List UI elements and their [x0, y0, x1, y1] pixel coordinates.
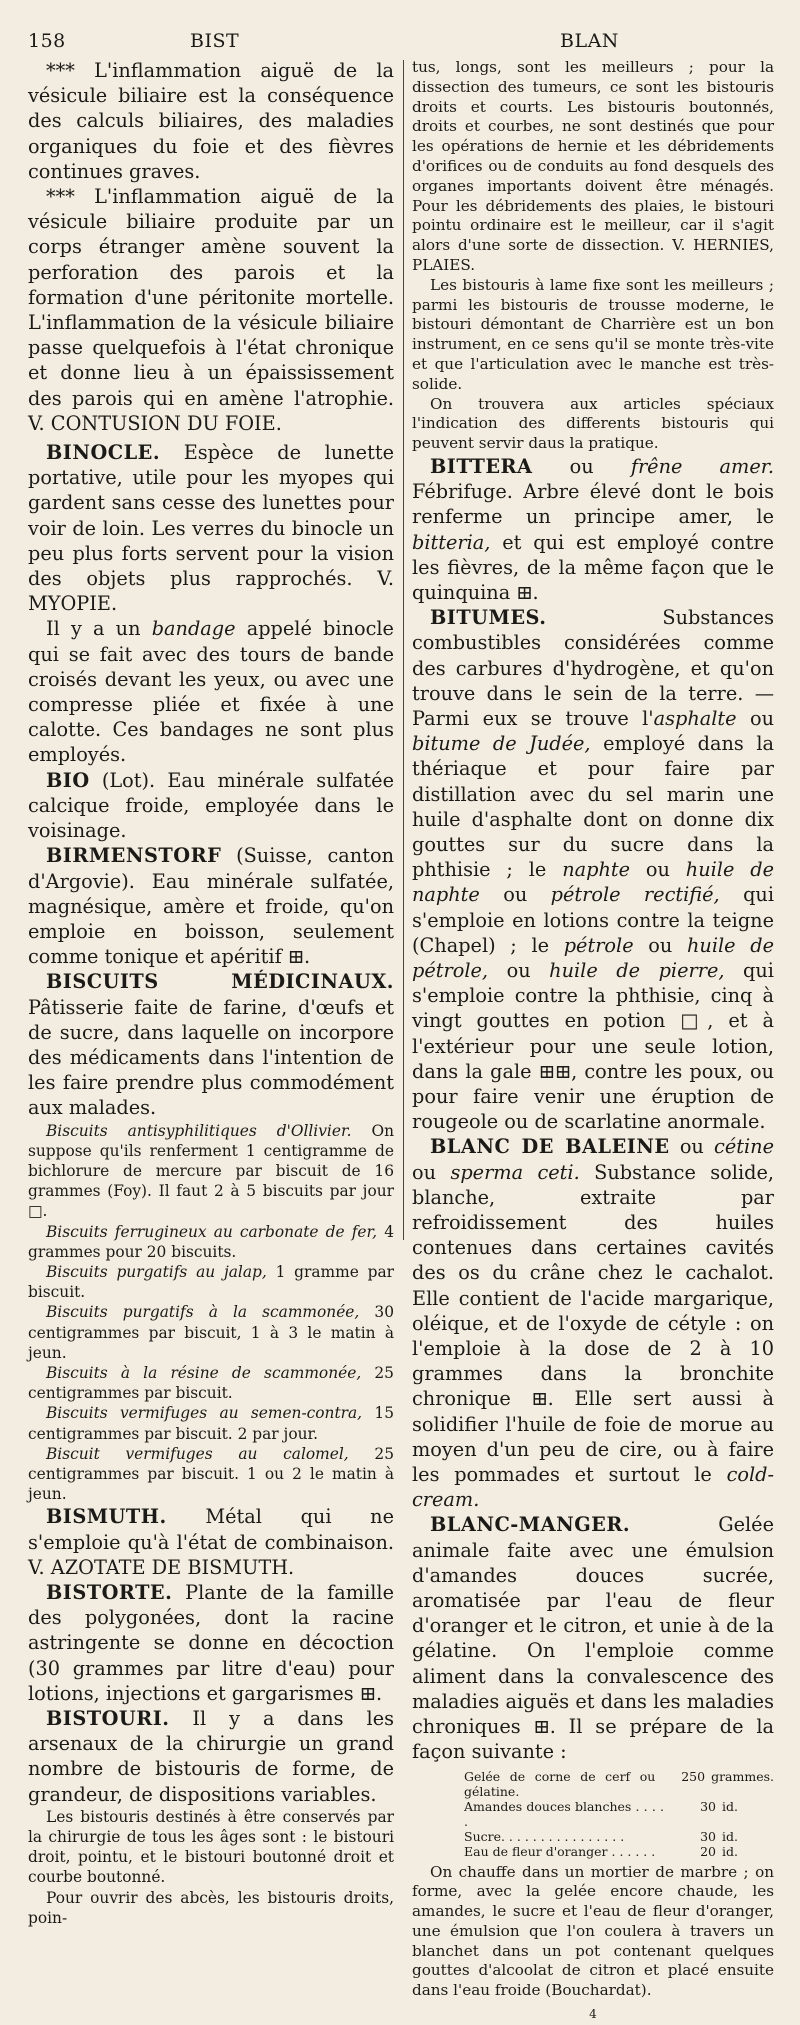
entry-blanc-de-baleine [412, 1134, 774, 1512]
footer-mark: 4 [589, 2007, 597, 2022]
text: appelé binocle qui se fait avec des tours de bande croisés devant les yeux, ou avec une compresse pliée et fixée à une calotte. Ces bandages ne sont plus employés. [28, 617, 394, 767]
entry-keyword: BLANC DE BALEINE [430, 1135, 670, 1159]
entry-bio [28, 768, 394, 844]
paragraph: On trouvera aux articles spéciaux l'indication des differents bistouris qui peuvent servir daus la pratique. [412, 394, 774, 453]
entry-keyword: BLANC-MANGER. [430, 1513, 631, 1537]
text: 25 centigrammes par biscuit. 1 ou 2 le matin à jeun. [28, 1444, 394, 1504]
text: 25 centigrammes par biscuit. [28, 1363, 394, 1403]
ingredient: Sucre. . . . . . . . . . . . . . . . [464, 1828, 625, 1844]
italic-text: pétrole [563, 933, 634, 957]
entry-keyword: BINOCLE. [46, 441, 161, 465]
unit: id. [722, 1798, 738, 1814]
italic-text: huile de pierre, [549, 959, 725, 982]
column-divider [403, 60, 404, 1240]
list-item [28, 1121, 394, 1222]
recipe-table [464, 1769, 774, 1859]
italic-text: Biscuits purgatifs au jalap, [46, 1262, 267, 1281]
entry-bittera [412, 454, 774, 605]
italic-text: naphte [562, 858, 631, 882]
text: 1 gramme par biscuit. [28, 1262, 394, 1302]
text: Substances combustibles considérées comme des carbures d'hydrogène, et qu'on trouve dans le sein de la terre. — Parmi eux se trouve l' [412, 606, 774, 730]
italic-text: bitume de Judée, [412, 732, 591, 756]
entry-text: Métal qui ne s'emploie qu'à l'état de combinaison. V. AZOTATE DE BISMUTH. [28, 1505, 394, 1579]
entry-bistorte [28, 1580, 394, 1706]
text: Substance solide, blanche, extraite par refroidissement des huiles contenues dans certaines cavités des os du crâne chez le cachalot. Elle contient de l'acide margarique, oléique, et de l'oxyde de cétyle : on l'emploie à la dose de 2 à 10 grammes dans la bronchite chronique ⊞. Elle sert aussi à solidifier l'huile de foie de morue au moyen d'un peu de cire, ou à faire les pommades et surtout le [412, 1160, 774, 1487]
italic-text: Biscuit vermifuges au calomel, [46, 1444, 349, 1463]
entry-keyword: BITUMES. [430, 606, 547, 630]
text: ou [679, 1135, 704, 1159]
paragraph: Pour ouvrir des abcès, les bistouris droits, poin- [28, 1888, 394, 1927]
italic-text: Biscuits antisyphilitiques d'Ollivier. [46, 1121, 352, 1140]
text: employé dans la thériaque et pour faire par distillation avec du sel marin une huile d'asphalte dont on donne dix gouttes sur du sucre dans la phthisie ; le [412, 732, 774, 882]
italic-text: pétrole rectifié, [550, 883, 720, 907]
entry-keyword: BISTORTE. [46, 1581, 173, 1604]
right-column [412, 58, 774, 2025]
entry-birmenstorf [28, 843, 394, 969]
unit: grammes. [711, 1768, 774, 1784]
list-item [28, 1302, 394, 1363]
italic-text: bandage [151, 617, 236, 641]
text: qui s'emploie contre la phthisie, cinq à vingt gouttes en potion □, et à l'extérieur pour une seule lotion, dans la gale ⊞⊞, contre les poux, ou pour faire venir une éruption de rougeole ou de scarlatine anormale. [412, 959, 774, 1134]
page-number: 158 [28, 30, 66, 52]
list-item [28, 1222, 394, 1262]
entry-keyword: BITTERA [430, 454, 533, 478]
italic-text: Biscuits purgatifs à la scammonée, [46, 1303, 360, 1322]
entry-bismuth [28, 1504, 394, 1580]
italic-text: Biscuits ferrugineux au carbonate de fer, [46, 1222, 378, 1241]
italic-text: bitteria, [412, 530, 491, 554]
italic-text: sperma ceti. [450, 1160, 580, 1184]
italic-text: cold-cream. [412, 1463, 774, 1512]
quantity: 30 [700, 1828, 716, 1844]
paragraph: *** L'inflammation aiguë de la vésicule biliaire produite par un corps étranger amène souvent la perforation des parois et la formation d'une péritonite mortelle. L'inflammation de la vésicule biliaire passe quelquefois à l'état chronique et donne lieu à un épaississement des parois qui en amène l'atrophie. V. CONTUSION DU FOIE. [28, 185, 394, 435]
left-column [28, 58, 394, 1928]
italic-text: huile de pétrole, [412, 933, 774, 982]
unit: id. [722, 1828, 738, 1844]
list-item [28, 1363, 394, 1403]
unit: id. [722, 1843, 738, 1859]
paragraph: On chauffe dans un mortier de marbre ; on forme, avec la gelée encore chaude, les amandes, le sucre et l'eau de fleur d'oranger, une émulsion que l'on coulera à travers un blanchet dans un pot contenant quelques gouttes d'alcoolat de citron et placé ensuite dans l'eau froide (Bouchardat). [412, 1862, 774, 2000]
italic-text: Biscuits vermifuges au semen-contra, [46, 1404, 363, 1423]
ingredient: Amandes douces blanches . . . . . [464, 1798, 664, 1829]
text: 4 grammes pour 20 biscuits. [28, 1222, 394, 1261]
list-item [28, 1262, 394, 1302]
text: qui s'emploie en lotions contre la teigne (Chapel) ; le [412, 883, 775, 957]
entry-text: Espèce de lunette portative, utile pour les myopes qui gardent sans cesse des lunettes pour voir de loin. Les verres du binocle un peu plus forts servent pour la vision des objets plus rapprochés. V. MYOPIE. [28, 441, 394, 616]
entry-keyword: BIO [46, 768, 90, 792]
entry-keyword: BISMUTH. [46, 1505, 167, 1529]
paragraph: *** L'inflammation aiguë de la vésicule biliaire est la conséquence des calculs biliaires, des maladies organiques du foie et des fièvres continues graves. [28, 59, 394, 183]
running-head-right: BLAN [560, 30, 619, 52]
text: ou [648, 933, 673, 957]
ingredient: Eau de fleur d'oranger . . . . . . [464, 1843, 656, 1859]
ingredient: Gelée de corne de cerf ou gélatine. [464, 1768, 656, 1799]
text: ou [569, 454, 594, 478]
text: Il y a un [46, 617, 141, 641]
text: 30 centigrammes par biscuit, 1 à 3 le matin à jeun. [28, 1303, 394, 1362]
text: Fébrifuge. Arbre élevé dont le bois renferme un principe amer, le [412, 480, 774, 529]
paragraph: tus, longs, sont les meilleurs ; pour la dissection des tumeurs, ce sont les bistouris droits et courts. Les bistouris boutonnés, droits et courbes, ne sont destinés que pour les opérations de hernie et les débridements d'orifices ou de conduits au fond desquels des organes importants doivent être ménagés. Pour les débridements des plaies, le bistouri pointu ordinaire est le meilleur, car il s'agit alors d'une sorte de dissection. V. HERNIES, PLAIES. [412, 58, 774, 274]
entry-binocle [28, 440, 394, 616]
entry-biscuits [28, 969, 394, 1120]
text: ou [506, 959, 531, 982]
entry-text: (Lot). Eau minérale sulfatée calcique froide, employée dans le voisinage. [28, 768, 394, 843]
quantity: 20 [700, 1843, 716, 1859]
text: Gelée animale faite avec une émulsion d'amandes douces sucrée, aromatisée par l'eau de fleur d'oranger et le citron, et unie à de la gélatine. On l'emploie comme aliment dans la convalescence des maladies aiguës et dans les maladies chroniques ⊞. Il se prépare de la façon suivante : [412, 1513, 774, 1764]
list-item [28, 1444, 394, 1505]
table-row [464, 1799, 774, 1829]
text: et qui est employé contre les fièvres, de la même façon que le quinquina ⊞. [412, 530, 774, 604]
table-row [464, 1769, 774, 1799]
bistouri-details [28, 1807, 394, 1928]
text: ou [503, 883, 528, 907]
entry-text: Plante de la famille des polygonées, dont la racine astringente se donne en décoction (30 grammes par litre d'eau) pour lotions, injections et gargarismes ⊞. [28, 1581, 394, 1705]
text: 15 centigrammes par biscuit. 2 par jour. [28, 1404, 394, 1443]
table-row [464, 1829, 774, 1844]
entry-text: (Suisse, canton d'Argovie). Eau minérale sulfatée, magnésique, amère et froide, qu'on emploie en boisson, seulement comme tonique et apéritif ⊞. [28, 844, 394, 969]
list-item [28, 1403, 394, 1443]
entry-text: Il y a dans les arsenaux de la chirurgie un grand nombre de bistouris de forme, de grandeur, de dispositions variables. [28, 1707, 394, 1806]
biscuit-list [28, 1121, 394, 1505]
entry-keyword: BISTOURI. [46, 1707, 170, 1731]
italic-text: huile de naphte [412, 858, 774, 907]
quantity: 250 [681, 1768, 706, 1784]
entry-bitumes [412, 605, 774, 1134]
italic-text: asphalte [653, 706, 737, 730]
entry-text: Pâtisserie faite de farine, d'œufs et de sucre, dans laquelle on incorpore des médicaments dans l'intention de les faire prendre plus commodément aux malades. [28, 995, 394, 1120]
italic-text: cétine [714, 1135, 774, 1159]
text: ou [645, 858, 670, 882]
paragraph: Les bistouris destinés à être conservés par la chirurgie de tous les âges sont : le bistouri droit, pointu, et le bistouri boutonné droit et courbe boutonné. [28, 1807, 394, 1887]
text: ou [412, 1160, 437, 1184]
text: On suppose qu'ils renferment 1 centigramme de bichlorure de mercure par biscuit de 16 grammes (Foy). Il faut 2 à 5 biscuits par jour □. [28, 1121, 394, 1221]
paragraph [28, 616, 394, 767]
entry-keyword: BIRMENSTORF [46, 844, 222, 868]
text: ou [749, 706, 774, 730]
table-row [464, 1844, 774, 1859]
italic-text: Biscuits à la résine de scammonée, [46, 1363, 362, 1382]
entry-blanc-manger [412, 1512, 774, 1764]
quantity: 30 [700, 1798, 716, 1814]
large-entries [412, 454, 774, 1765]
running-head-left: BIST [190, 30, 240, 52]
entry-bistouri [28, 1706, 394, 1807]
entry-keyword: BISCUITS MÉDICINAUX. [46, 970, 394, 994]
italic-text: frêne amer. [630, 454, 774, 478]
paragraph: Les bistouris à lame fixe sont les meilleurs ; parmi les bistouris de trousse moderne, le bistouri démontant de Charrière est un bon instrument, en ce sens qu'il se monte très-vite et que l'articulation avec le manche est très-solide. [412, 275, 774, 393]
